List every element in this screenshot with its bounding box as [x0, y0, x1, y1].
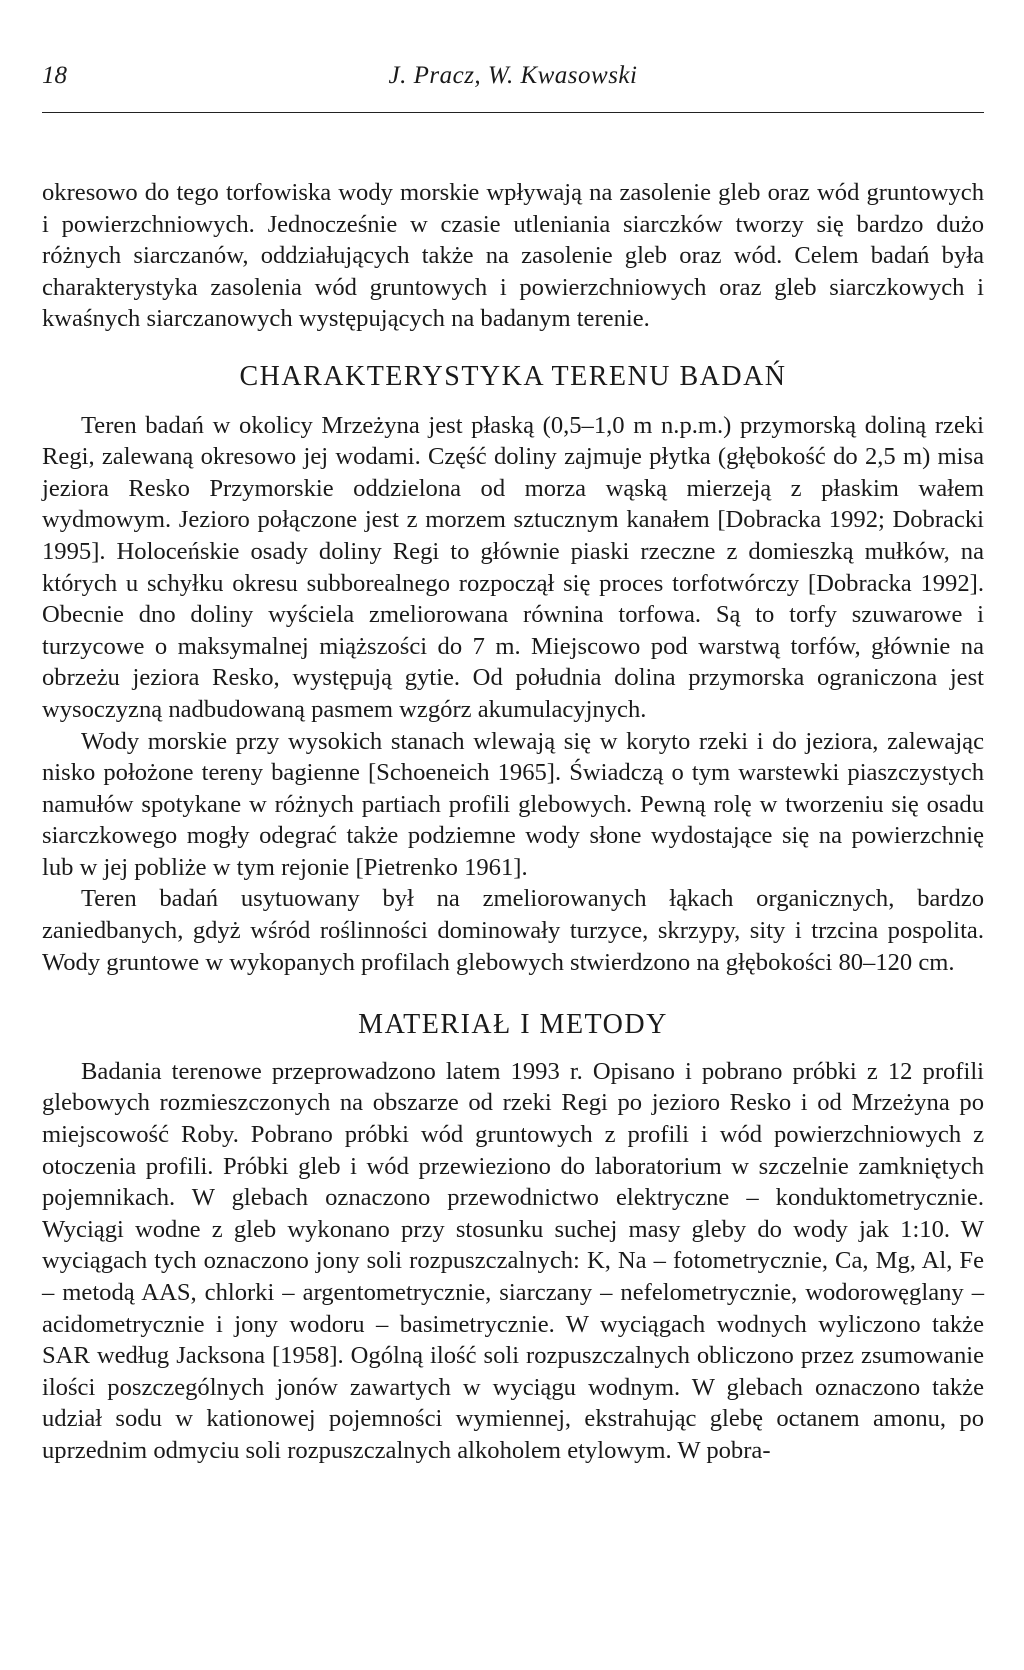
intro-paragraph: okresowo do tego torfowiska wody morskie wpływają na zasolenie gleb oraz wód gruntowych i powierzchniowych. Jednocześnie w czasie utleniania siarczków tworzy się bardzo dużo różnych siarczanów, oddziałujących także na zasolenie gleb oraz wód. Celem badań była charakterystyka zasolenia wód gruntowych i powierzchniowych oraz gleb siarczkowych i kwaśnych siarczanowych występujących na badanym terenie.	[42, 179, 984, 333]
paragraph-study-area-1: Teren badań w okolicy Mrzeżyna jest płaską (0,5–1,0 m n.p.m.) przymorską doliną rzeki Regi, zalewaną okresowo jej wodami. Część doliny zajmuje płytka (głębokość do 2,5 m) misa jeziora Resko Przymorskie oddzielona od morza wąską mierzeją z płaskim wałem wydmowym. Jezioro połączone jest z morzem sztucznym kanałem [Dobracka 1992; Dobracki 1995]. Holoceńskie osady doliny Regi to głównie piaski rzeczne z domieszką mułków, na których u schyłku okresu subborealnego rozpoczął się proces torfotwórczy [Dobracka 1992]. Obecnie dno doliny wyściela zmeliorowana równina torfowa. Są to torfy szuwarowe i turzycowe o maksymalnej miąższości do 7 m. Miejscowo pod warstwą torfów, głównie na obrzeżu jeziora Resko, występują gytie. Od południa dolina przymorska ograniczona jest wysoczyzną nadbudowaną pasmem wzgórz akumulacyjnych.	[42, 411, 984, 723]
paragraph-study-area-2: Wody morskie przy wysokich stanach wlewają się w koryto rzeki i do jeziora, zalewając nisko położone tereny bagienne [Schoeneich 1965]. Świadczą o tym warstewki piaszczystych namułów spotykane w różnych partiach profili glebowych. Pewną rolę w tworzeniu się osadu siarczkowego mogły odegrać także podziemne wody słone wydostające się na powierzchnię lub w jej pobliże w tym rejonie [Pietrenko 1961].	[42, 727, 984, 881]
body-text	[42, 177, 984, 1467]
paragraph-methods: Badania terenowe przeprowadzono latem 1993 r. Opisano i pobrano próbki z 12 profili glebowych rozmieszczonych na obszarze od rzeki Regi po jezioro Resko i od Mrzeżyna po miejscowość Roby. Pobrano próbki wód gruntowych z profili i wód powierzchniowych z otoczenia profili. Próbki gleb i wód przewieziono do laboratorium w szczelnie zamkniętych pojemnikach. W glebach oznaczono przewodnictwo elektryczne – konduktometrycznie. Wyciągi wodne z gleb wykonano przy stosunku suchej masy gleby do wody jak 1:10. W wyciągach tych oznaczono jony soli rozpuszczalnych: K, Na – fotometrycznie, Ca, Mg, Al, Fe – metodą AAS, chlorki – argentometrycznie, siarczany – nefelometrycznie, wodorowęglany – acidometrycznie i jony wodoru – basimetrycznie. W wyciągach wodnych wyliczono także SAR według Jacksona [1958]. Ogólną ilość soli rozpuszczalnych obliczono przez zsumowanie ilości poszczególnych jonów zawartych w wyciągu wodnym. W glebach oznaczono także udział sodu w kationowej pojemności wymiennej, ekstrahując glebę octanem amonu, po uprzednim odmyciu soli rozpuszczalnych alkoholem etylowym. W pobra-	[42, 1057, 984, 1464]
running-title: J. Pracz, W. Kwasowski	[388, 62, 638, 89]
header-rule	[42, 112, 984, 113]
section-heading-study-area: CHARAKTERYSTYKA TERENU BADAŃ	[239, 360, 787, 392]
page	[42, 62, 984, 1467]
running-head	[42, 62, 984, 98]
section-heading-methods: MATERIAŁ I METODY	[358, 1009, 668, 1041]
page-number: 18	[42, 62, 67, 89]
paragraph-study-area-3: Teren badań usytuowany był na zmeliorowanych łąkach organicznych, bardzo zaniedbanych, gdyż wśród roślinności dominowały turzyce, skrzypy, sity i trzcina pospolita. Wody gruntowe w wykopanych profilach glebowych stwierdzono na głębokości 80–120 cm.	[42, 885, 984, 976]
